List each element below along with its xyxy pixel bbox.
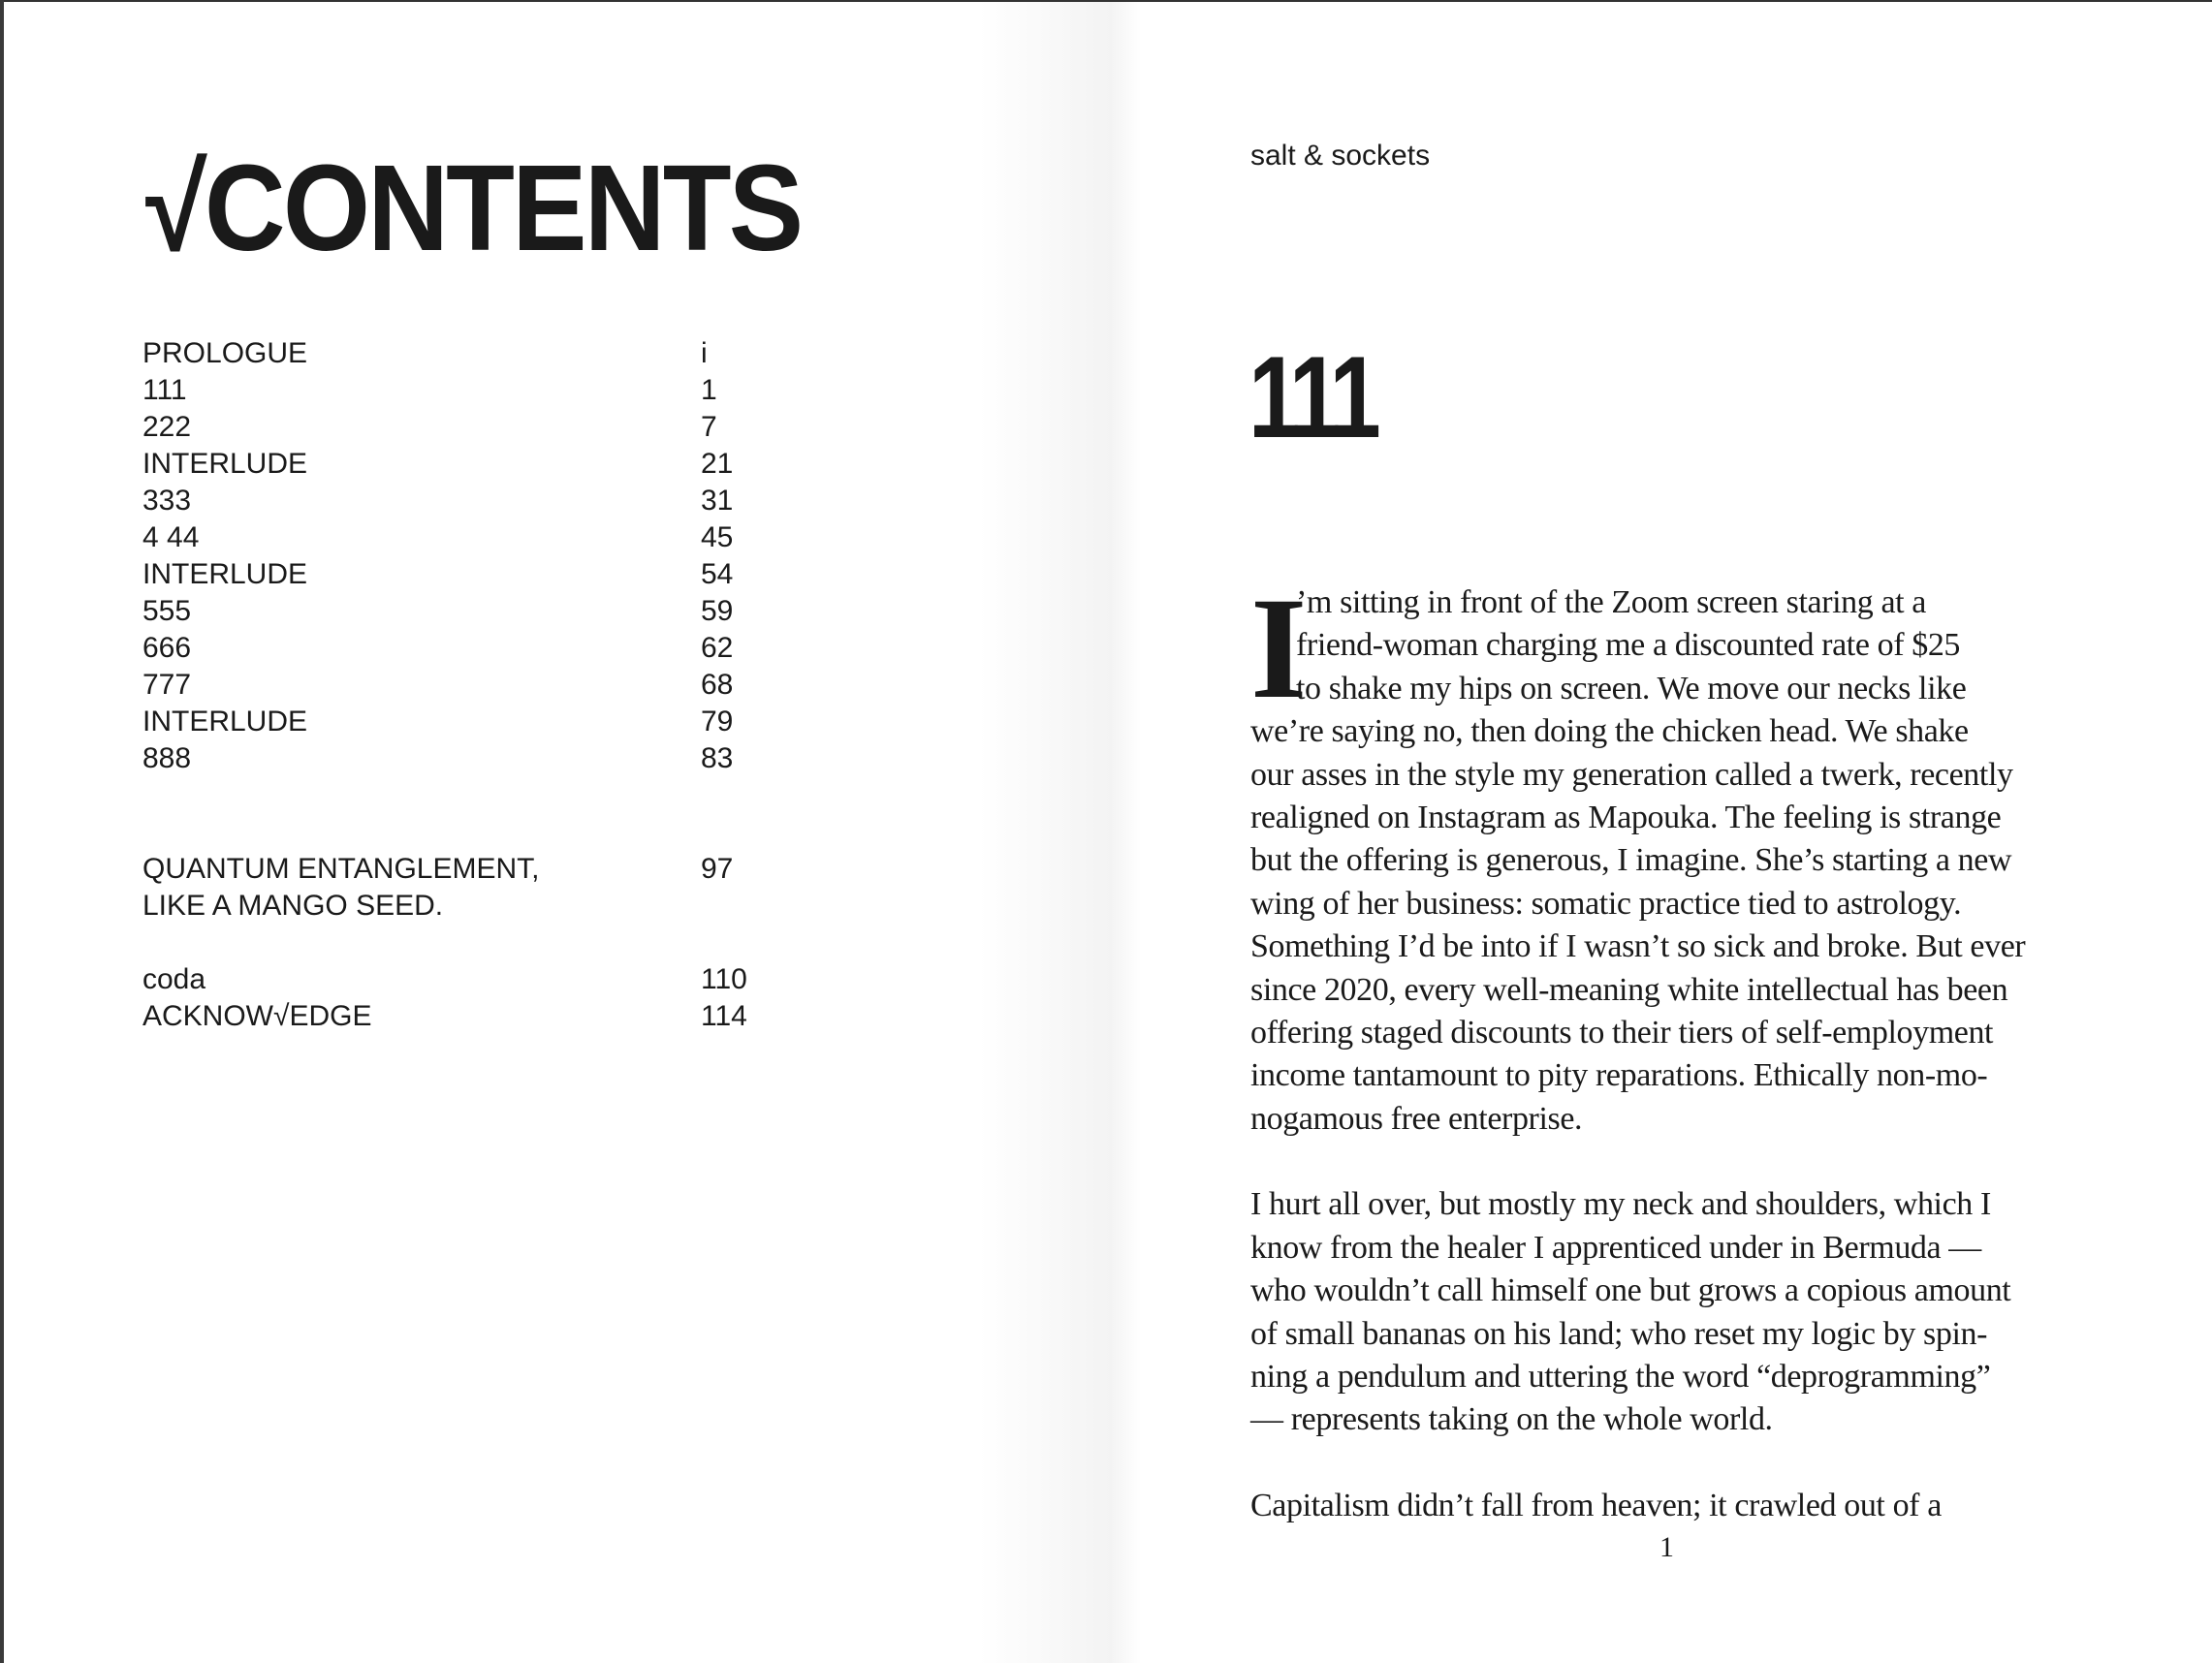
toc-entry-page: 54 bbox=[701, 558, 734, 590]
text-line: of small bananas on his land; who reset my logic by spin- bbox=[1250, 1315, 1988, 1352]
toc-entry-label: 888 bbox=[142, 742, 192, 774]
toc-entry-page: 68 bbox=[701, 669, 734, 701]
body-text bbox=[1250, 568, 2103, 1528]
toc-entry-page: 97 bbox=[701, 853, 734, 885]
text-line: since 2020, every well-meaning white intellectual has been bbox=[1250, 971, 2008, 1008]
toc-entry-label: 222 bbox=[142, 411, 192, 443]
paragraph-2 bbox=[1250, 1183, 2103, 1441]
text-line: to shake my hips on screen. We move our necks like bbox=[1296, 670, 1967, 706]
text-line: income tantamount to pity reparations. Ethically non-mo- bbox=[1250, 1057, 1988, 1094]
page-number: 1 bbox=[1659, 1531, 1674, 1563]
text-line: Something I’d be into if I wasn’t so sick and broke. But ever bbox=[1250, 928, 2026, 965]
toc-entry-page: 62 bbox=[701, 632, 734, 664]
toc-entry-page: 83 bbox=[701, 742, 734, 774]
toc-entry-page: 21 bbox=[701, 448, 734, 480]
running-head: salt & sockets bbox=[1250, 140, 1431, 172]
toc-entry-label: 777 bbox=[142, 669, 192, 701]
toc-entry-label: QUANTUM ENTANGLEMENT, bbox=[142, 853, 540, 885]
text-line: offering staged discounts to their tiers of self-employment bbox=[1250, 1014, 1994, 1051]
text-line: wing of her business: somatic practice tied to astrology. bbox=[1250, 885, 1962, 922]
text-line: know from the healer I apprenticed under in Bermuda — bbox=[1250, 1229, 1981, 1266]
text-line: ’m sitting in front of the Zoom screen staring at a bbox=[1296, 584, 1926, 620]
paragraph-3 bbox=[1250, 1485, 2103, 1527]
text-line: I hurt all over, but mostly my neck and shoulders, which I bbox=[1250, 1186, 1991, 1223]
text-line: we’re saying no, then doing the chicken head. We shake bbox=[1250, 713, 1969, 750]
toc-entry-page: 110 bbox=[701, 963, 747, 995]
toc-entry-label: coda bbox=[142, 963, 206, 995]
text-line: nogamous free enterprise. bbox=[1250, 1100, 1583, 1137]
paragraph-1 bbox=[1250, 568, 2103, 1141]
text-line: but the offering is generous, I imagine. She’s starting a new bbox=[1250, 842, 2012, 879]
text-line: who wouldn’t call himself one but grows a copious amount bbox=[1250, 1272, 2011, 1309]
chapter-number: 111 bbox=[1248, 332, 1375, 462]
toc-entry-label: 666 bbox=[142, 632, 192, 664]
toc-entry-label: 4 44 bbox=[142, 521, 200, 553]
toc-entry-page: 31 bbox=[701, 485, 734, 517]
text-line: Capitalism didn’t fall from heaven; it crawled out of a bbox=[1250, 1488, 1942, 1524]
toc-entry-label: 333 bbox=[142, 485, 192, 517]
toc-entry-page: i bbox=[701, 337, 708, 369]
toc-entry-page: 1 bbox=[701, 374, 717, 406]
toc-entry-page: 79 bbox=[701, 706, 734, 737]
toc-entry-label: INTERLUDE bbox=[142, 558, 308, 590]
text-line: ning a pendulum and uttering the word “deprogramming” bbox=[1250, 1359, 1991, 1396]
toc-entry-label: LIKE A MANGO SEED. bbox=[142, 890, 444, 922]
toc-entry-label: PROLOGUE bbox=[142, 337, 308, 369]
toc-entry-page: 45 bbox=[701, 521, 734, 553]
toc-entry-label: INTERLUDE bbox=[142, 448, 308, 480]
toc-entry-label: 555 bbox=[142, 595, 192, 627]
text-line: our asses in the style my generation called a twerk, recently bbox=[1250, 756, 2013, 793]
toc-entry-page: 59 bbox=[701, 595, 734, 627]
text-line: realigned on Instagram as Mapouka. The feeling is strange bbox=[1250, 799, 2002, 835]
toc-entry-label: ACKNOW√EDGE bbox=[142, 1000, 372, 1032]
toc-entry-page: 7 bbox=[701, 411, 717, 443]
text-line: friend-woman charging me a discounted rate of $25 bbox=[1296, 627, 1961, 664]
toc-entry-label: 111 bbox=[142, 374, 187, 406]
left-page bbox=[4, 2, 1112, 1663]
drop-cap: I bbox=[1250, 568, 1308, 729]
toc-entry-label: INTERLUDE bbox=[142, 706, 308, 737]
text-line: — represents taking on the whole world. bbox=[1250, 1401, 1773, 1438]
toc-entry-page: 114 bbox=[701, 1000, 747, 1032]
contents-title: √CONTENTS bbox=[145, 140, 802, 276]
